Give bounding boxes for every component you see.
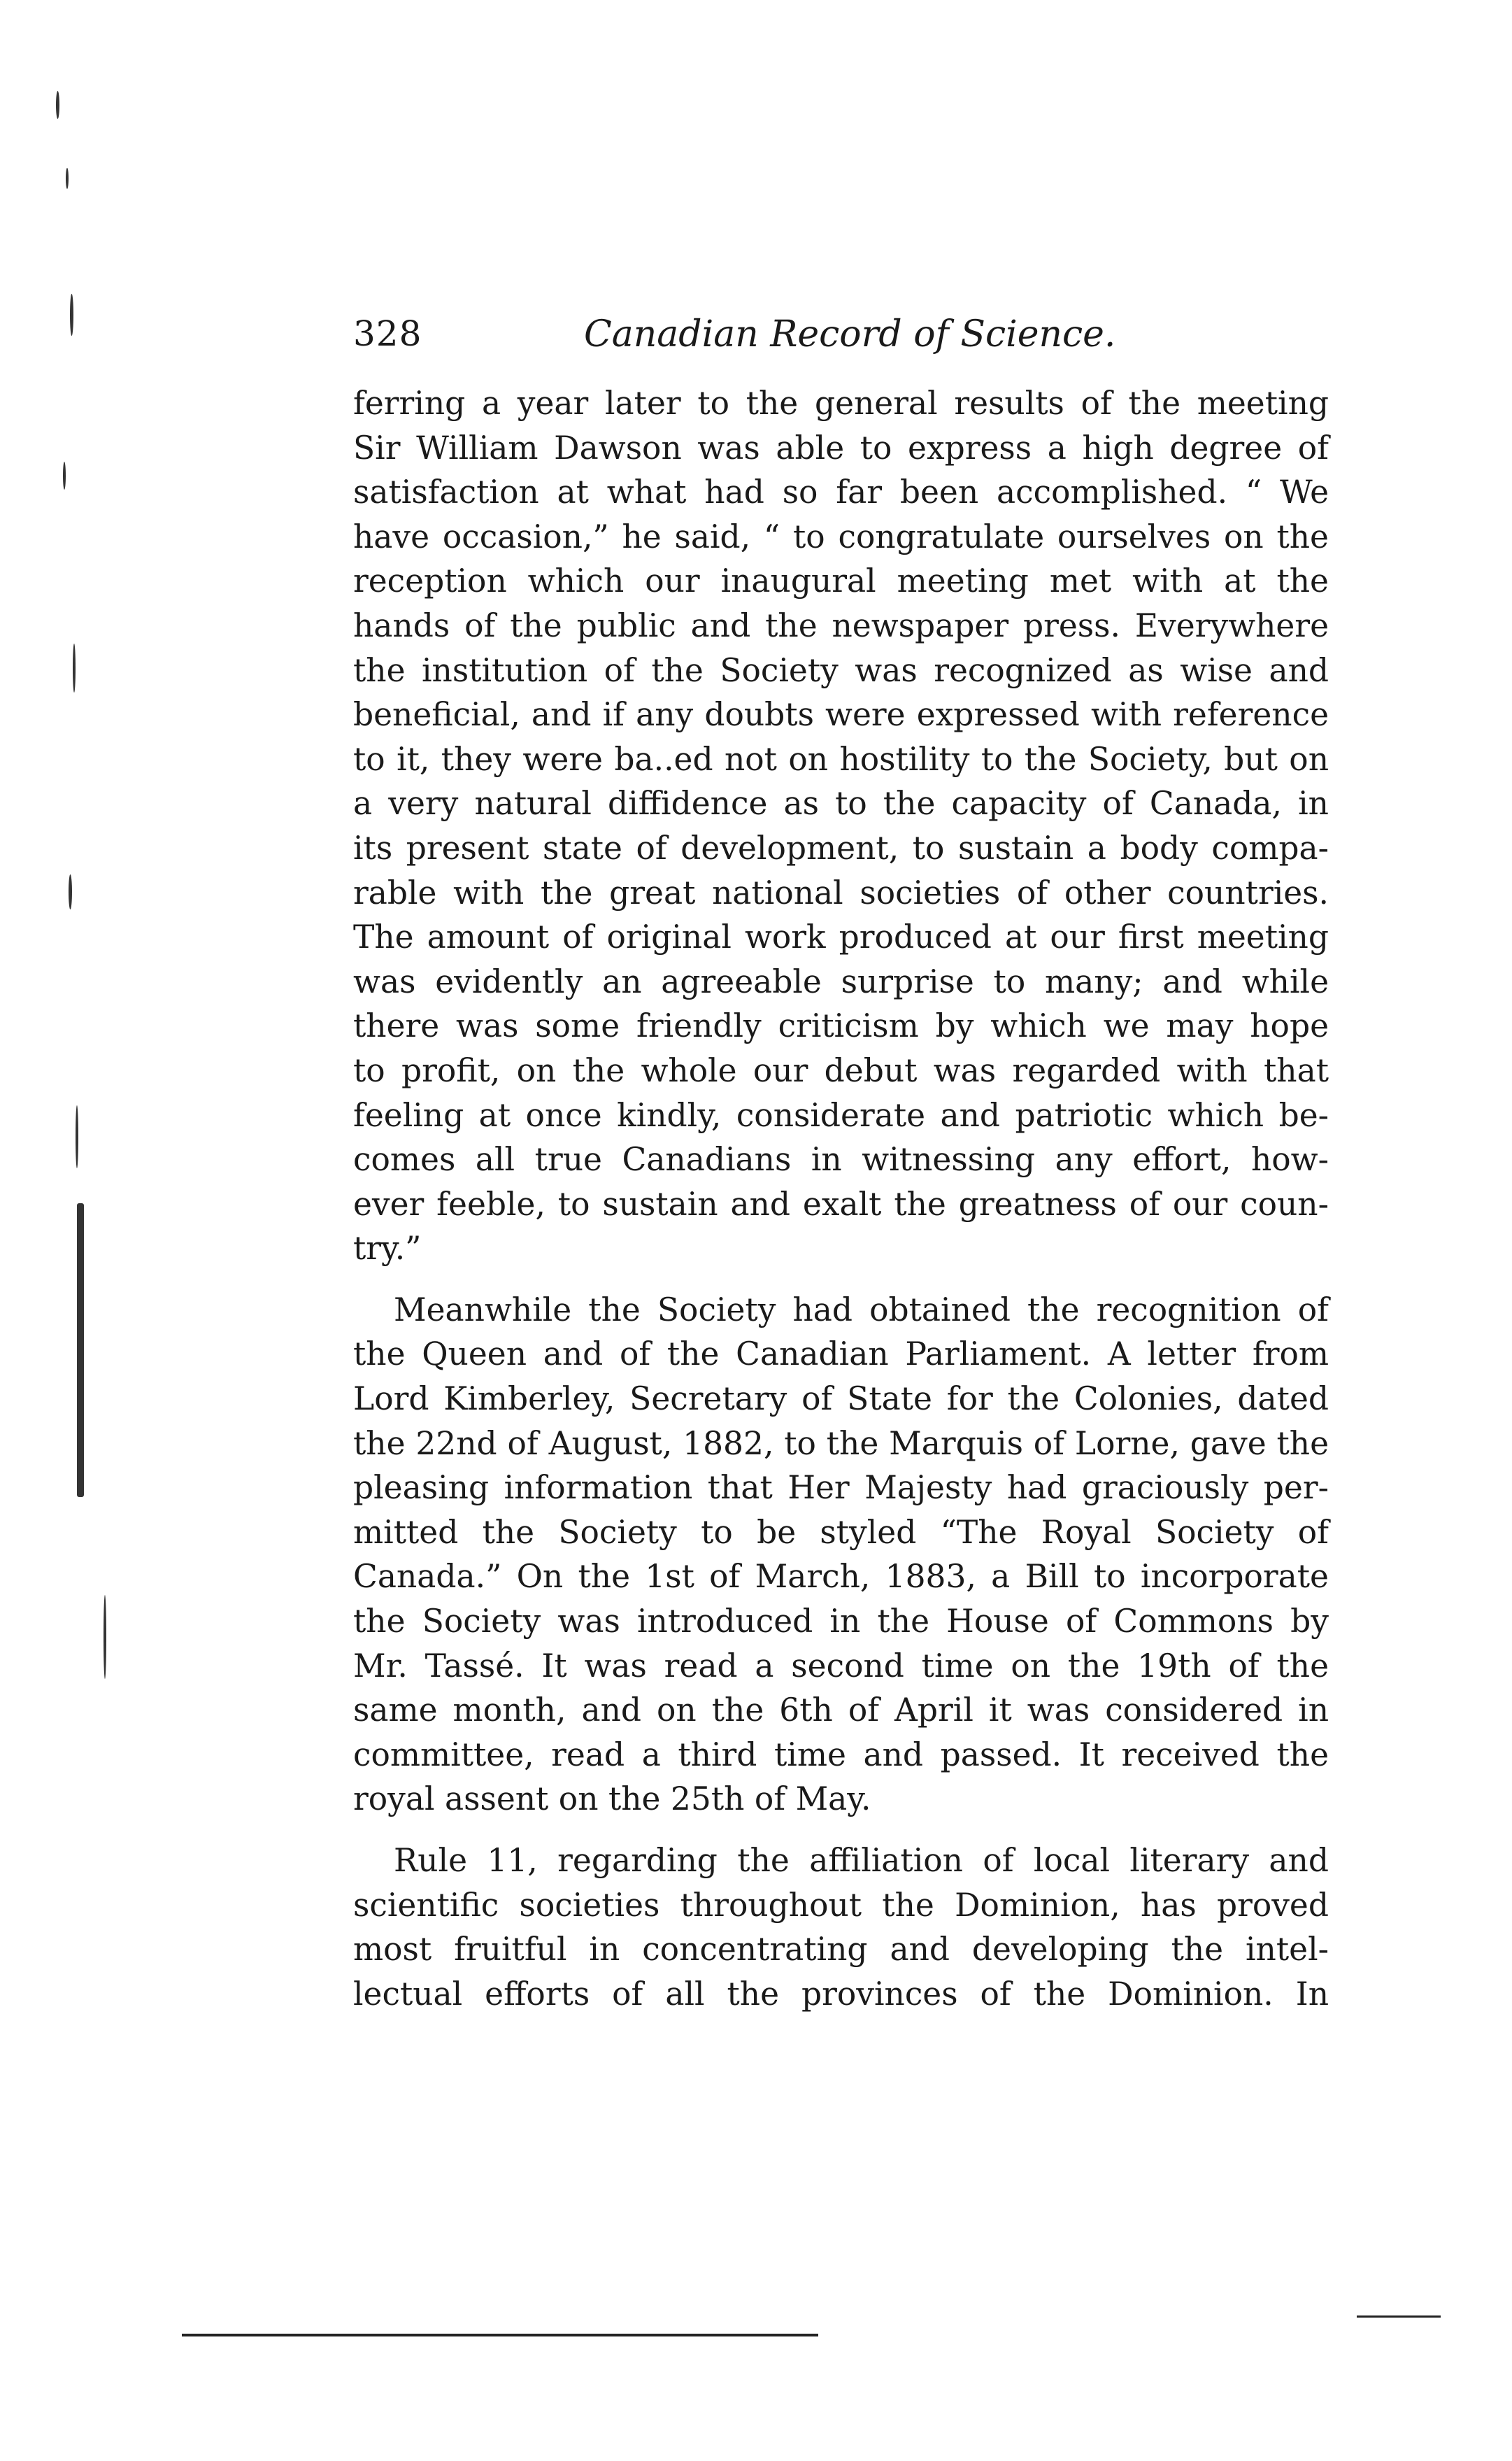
journal-title: Canadian Record of Science. (584, 313, 1116, 355)
text-line: have occasion,” he said, “ to congratulate ourselves on the (353, 518, 1329, 555)
text-line: was evidently an agreeable surprise to many; and while (353, 963, 1329, 1000)
text-line: the institution of the Society was recognized as wise and (353, 651, 1329, 689)
text-line: mitted the Society to be styled “The Royal Society of (353, 1513, 1329, 1551)
text-line: there was some friendly criticism by which we may hope (353, 1007, 1329, 1045)
text-line: committee, read a third time and passed. It received the (353, 1736, 1329, 1773)
bottom-rule (182, 2334, 818, 2336)
text-line: Rule 11, regarding the affiliation of local literary and (394, 1842, 1329, 1879)
text-line: Lord Kimberley, Secretary of State for the Colonies, dated (353, 1380, 1329, 1418)
text-line: comes all true Canadians in witnessing any effort, how- (353, 1141, 1329, 1179)
text-line: The amount of original work produced at our first meeting (353, 919, 1329, 956)
text-line: Mr. Tassé. It was read a second time on the 19th of the (353, 1647, 1329, 1685)
text-line: to it, they were ba..ed not on hostility to the Society, but on (353, 740, 1329, 778)
text-line: royal assent on the 25th of May. (353, 1780, 871, 1818)
text-line: most fruitful in concentrating and developing the intel- (353, 1931, 1329, 1969)
text-line: ferring a year later to the general results of the meeting (353, 385, 1329, 422)
body-text (353, 381, 1329, 2033)
paragraph-3 (353, 1838, 1329, 2016)
text-line: beneficial, and if any doubts were expressed with reference (353, 696, 1329, 734)
text-line: rable with the great national societies of other countries. (353, 874, 1329, 912)
text-line: Canada.” On the 1st of March, 1883, a Bill to incorporate (353, 1558, 1329, 1596)
text-line: lectual efforts of all the provinces of the Dominion. In (353, 1975, 1329, 2013)
text-line: ever feeble, to sustain and exalt the greatness of our coun- (353, 1185, 1329, 1223)
text-line: Sir William Dawson was able to express a high degree of (353, 429, 1329, 467)
paragraph-1 (353, 381, 1329, 1271)
text-line: a very natural diffidence as to the capacity of Canada, in (353, 785, 1329, 823)
paragraph-2 (353, 1288, 1329, 1822)
text-line: same month, and on the 6th of April it was considered in (353, 1692, 1329, 1729)
text-line: the 22nd of August, 1882, to the Marquis of Lorne, gave the (353, 1424, 1329, 1462)
running-head (353, 308, 1329, 371)
text-line: feeling at once kindly, considerate and patriotic which be- (353, 1096, 1329, 1134)
text-line: Meanwhile the Society had obtained the recognition of (394, 1291, 1329, 1328)
text-line: try.” (353, 1230, 422, 1268)
text-line: to profit, on the whole our debut was regarded with that (353, 1051, 1329, 1089)
page-number: 328 (353, 313, 422, 354)
binding-edge-marks (42, 70, 126, 1749)
text-line: scientific societies throughout the Dominion, has proved (353, 1886, 1329, 1924)
text-line: reception which our inaugural meeting met with at the (353, 562, 1329, 600)
text-line: the Society was introduced in the House of Commons by (353, 1603, 1329, 1640)
bottom-rule-right (1357, 2315, 1441, 2318)
text-line: the Queen and of the Canadian Parliament. A letter from (353, 1335, 1329, 1373)
text-line: its present state of development, to sustain a body compa- (353, 829, 1329, 867)
text-line: hands of the public and the newspaper press. Everywhere (353, 607, 1329, 644)
text-line: pleasing information that Her Majesty had graciously per- (353, 1469, 1329, 1507)
text-line: satisfaction at what had so far been accomplished. “ We (353, 474, 1329, 511)
